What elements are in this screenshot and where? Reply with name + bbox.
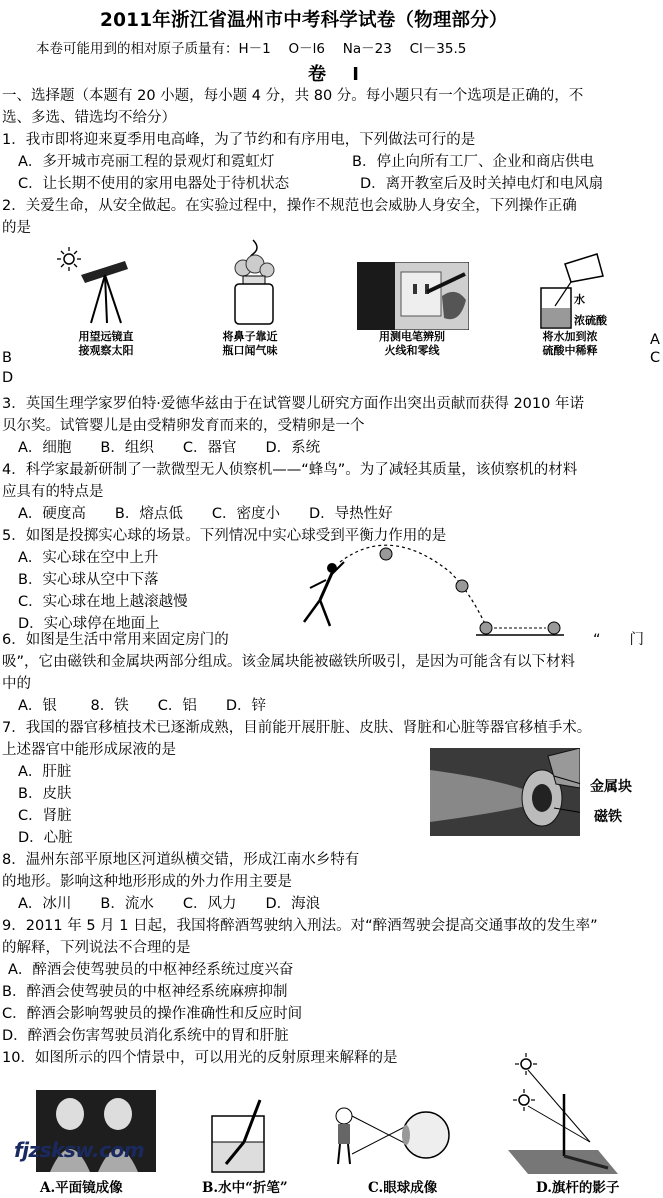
q5-option-d: D．实心球停在地面上 [18,616,160,632]
door-stop-figure [430,748,580,836]
q6-stem-1b: “ 门 [593,632,645,648]
flagpole-shadow-figure [498,1050,628,1176]
atomic-mass-line: 本卷可能用到的相对原子质量有：H－1 O－l6 Na－23 Cl－35.5 [36,41,467,57]
q4-stem-2: 应具有的特点是 [2,484,104,500]
q7-option-a: A．肝脏 [18,764,72,780]
q8-stem-2: 的地形。影响这种地形形成的外力作用主要是 [2,874,292,890]
q2-option-a-label: A [650,332,660,348]
q2-acid-label: 浓硫酸 [574,314,607,327]
q3-stem-2: 贝尔奖。试管婴儿是由受精卵发育而来的，受精卵是一个 [2,418,365,434]
q10-caption-b: B.水中“折笔” [202,1180,288,1196]
test-pencil-figure [357,262,469,330]
section-instructions-1: 一、选择题（本题有 20 小题，每小题 4 分，共 80 分。每小题只有一个选项是正确的，不 [2,88,584,104]
q2-option-d-label: D [2,370,14,386]
q2-stem-1: 2．关爱生命，从安全做起。在实验过程中，操作不规范也会威胁人身安全，下列操作正确 [2,198,577,214]
q7-option-c: C．肾脏 [18,808,72,824]
section-instructions-2: 选、多选、错选均不给分） [2,110,176,126]
q6-stem-1a: 6．如图是生活中常用来固定房门的 [2,632,229,648]
q2-option-b-label: B [2,350,12,366]
q10-stem: 10．如图所示的四个情景中，可以用光的反射原理来解释的是 [2,1050,398,1066]
q5-option-c: C．实心球在地上越滚越慢 [18,594,188,610]
q9-stem-1: 9．2011 年 5 月 1 日起，我国将醉酒驾驶纳入刑法。对“醉酒驾驶会提高交通事故的发生率” [2,918,598,934]
q7-stem-1: 7．我国的器官移植技术已逐渐成熟，目前能开展肝脏、皮肤、肾脏和心脏等器官移植手术。 [2,720,592,736]
q3-stem-1: 3．英国生理学家罗伯特·爱德华兹由于在试管婴儿研究方面作出突出贡献而获得 2010 年诺 [2,396,584,412]
q5-option-b: B．实心球从空中下落 [18,572,159,588]
shot-put-figure [290,542,570,638]
metal-block-label: 金属块 [590,779,632,795]
q7-option-b: B．皮肤 [18,786,72,802]
q6-stem-2: 吸”，它由磁铁和金属块两部分组成。该金属块能被磁铁所吸引，是因为可能含有以下材料 [2,654,576,670]
q4-options: A．硬度高 B．熔点低 C．密度小 D．导热性好 [18,506,393,522]
q9-option-c: C．醉酒会影响驾驶员的操作准确性和反应时间 [2,1006,303,1022]
q6-stem-3: 中的 [2,676,31,692]
q10-caption-d: D.旗杆的影子 [536,1180,620,1196]
q1-option-a: A．多开城市亮丽工程的景观灯和霓虹灯 [18,154,275,170]
q2-option-c-label: C [650,350,661,366]
athlete-icon [304,562,344,626]
q2-caption-b-2: 瓶口闻气味 [222,344,278,357]
q2-caption-d-1: 将水加到浓 [542,330,598,343]
q2-caption-a-2: 接观察太阳 [78,344,134,357]
q10-caption-c: C.眼球成像 [368,1180,438,1196]
q2-caption-c-2: 火线和零线 [384,344,440,357]
q9-option-b: B．醉酒会使驾驶员的中枢神经系统麻痹抑制 [2,984,288,1000]
telescope-figure [55,245,145,325]
q2-caption-d-2: 硫酸中稀释 [542,344,598,357]
q1-option-d: D．离开教室后及时关掉电灯和电风扇 [360,176,604,192]
q5-stem: 5．如图是投掷实心球的场景。下列情况中实心球受到平衡力作用的是 [2,528,447,544]
q4-stem-1: 4．科学家最新研制了一款微型无人侦察机——“蜂鸟”。为了减轻其质量，该侦察机的材料 [2,462,578,478]
volume-heading: 卷 I [308,64,369,85]
q5-option-a: A．实心球在空中上升 [18,550,159,566]
eye-figure [330,1102,450,1174]
q1-option-b: B．停止向所有工厂、企业和商店供电 [352,154,594,170]
sun-icon [57,247,81,271]
q8-options: A．冰川 B．流水 C．风力 D．海浪 [18,896,321,912]
q9-option-d: D．醉酒会伤害驾驶员消化系统中的胃和肝脏 [2,1028,289,1044]
q1-option-c: C．让长期不使用的家用电器处于待机状态 [18,176,290,192]
q9-stem-2: 的解释，下列说法不合理的是 [2,940,191,956]
q7-option-d: D．心脏 [18,830,73,846]
q2-stem-2: 的是 [2,220,31,236]
bent-pencil-figure [208,1098,272,1174]
q7-stem-2: 上述器官中能形成尿液的是 [2,742,176,758]
eyeball-icon [402,1112,449,1158]
q2-caption-c-1: 用测电笔辨别 [379,330,445,343]
q3-options: A．细胞 B．组织 C．器官 D．系统 [18,440,321,456]
watermark-logo: fjzsksw.com [14,1138,145,1162]
q9-option-a: A．醉酒会使驾驶员的中枢神经系统过度兴奋 [8,962,294,978]
smelling-bottle-figure [225,238,285,328]
boy-icon [336,1108,352,1164]
paper-title: 2011年浙江省温州市中考科学试卷（物理部分） [100,10,508,31]
sun-icon [515,1053,537,1075]
magnet-label: 磁铁 [594,809,622,825]
q6-options: A．银 8．铁 C．铝 D．锌 [18,698,267,714]
q10-caption-a: A.平面镜成像 [40,1180,123,1196]
q2-caption-b-1: 将鼻子靠近 [222,330,278,343]
q8-stem-1: 8．温州东部平原地区河道纵横交错，形成江南水乡特有 [2,852,360,868]
q1-stem: 1．我市即将迎来夏季用电高峰，为了节约和有序用电，下列做法可行的是 [2,132,476,148]
q2-water-label: 水 [574,293,585,306]
q2-caption-a-1: 用望远镜直 [78,330,134,343]
